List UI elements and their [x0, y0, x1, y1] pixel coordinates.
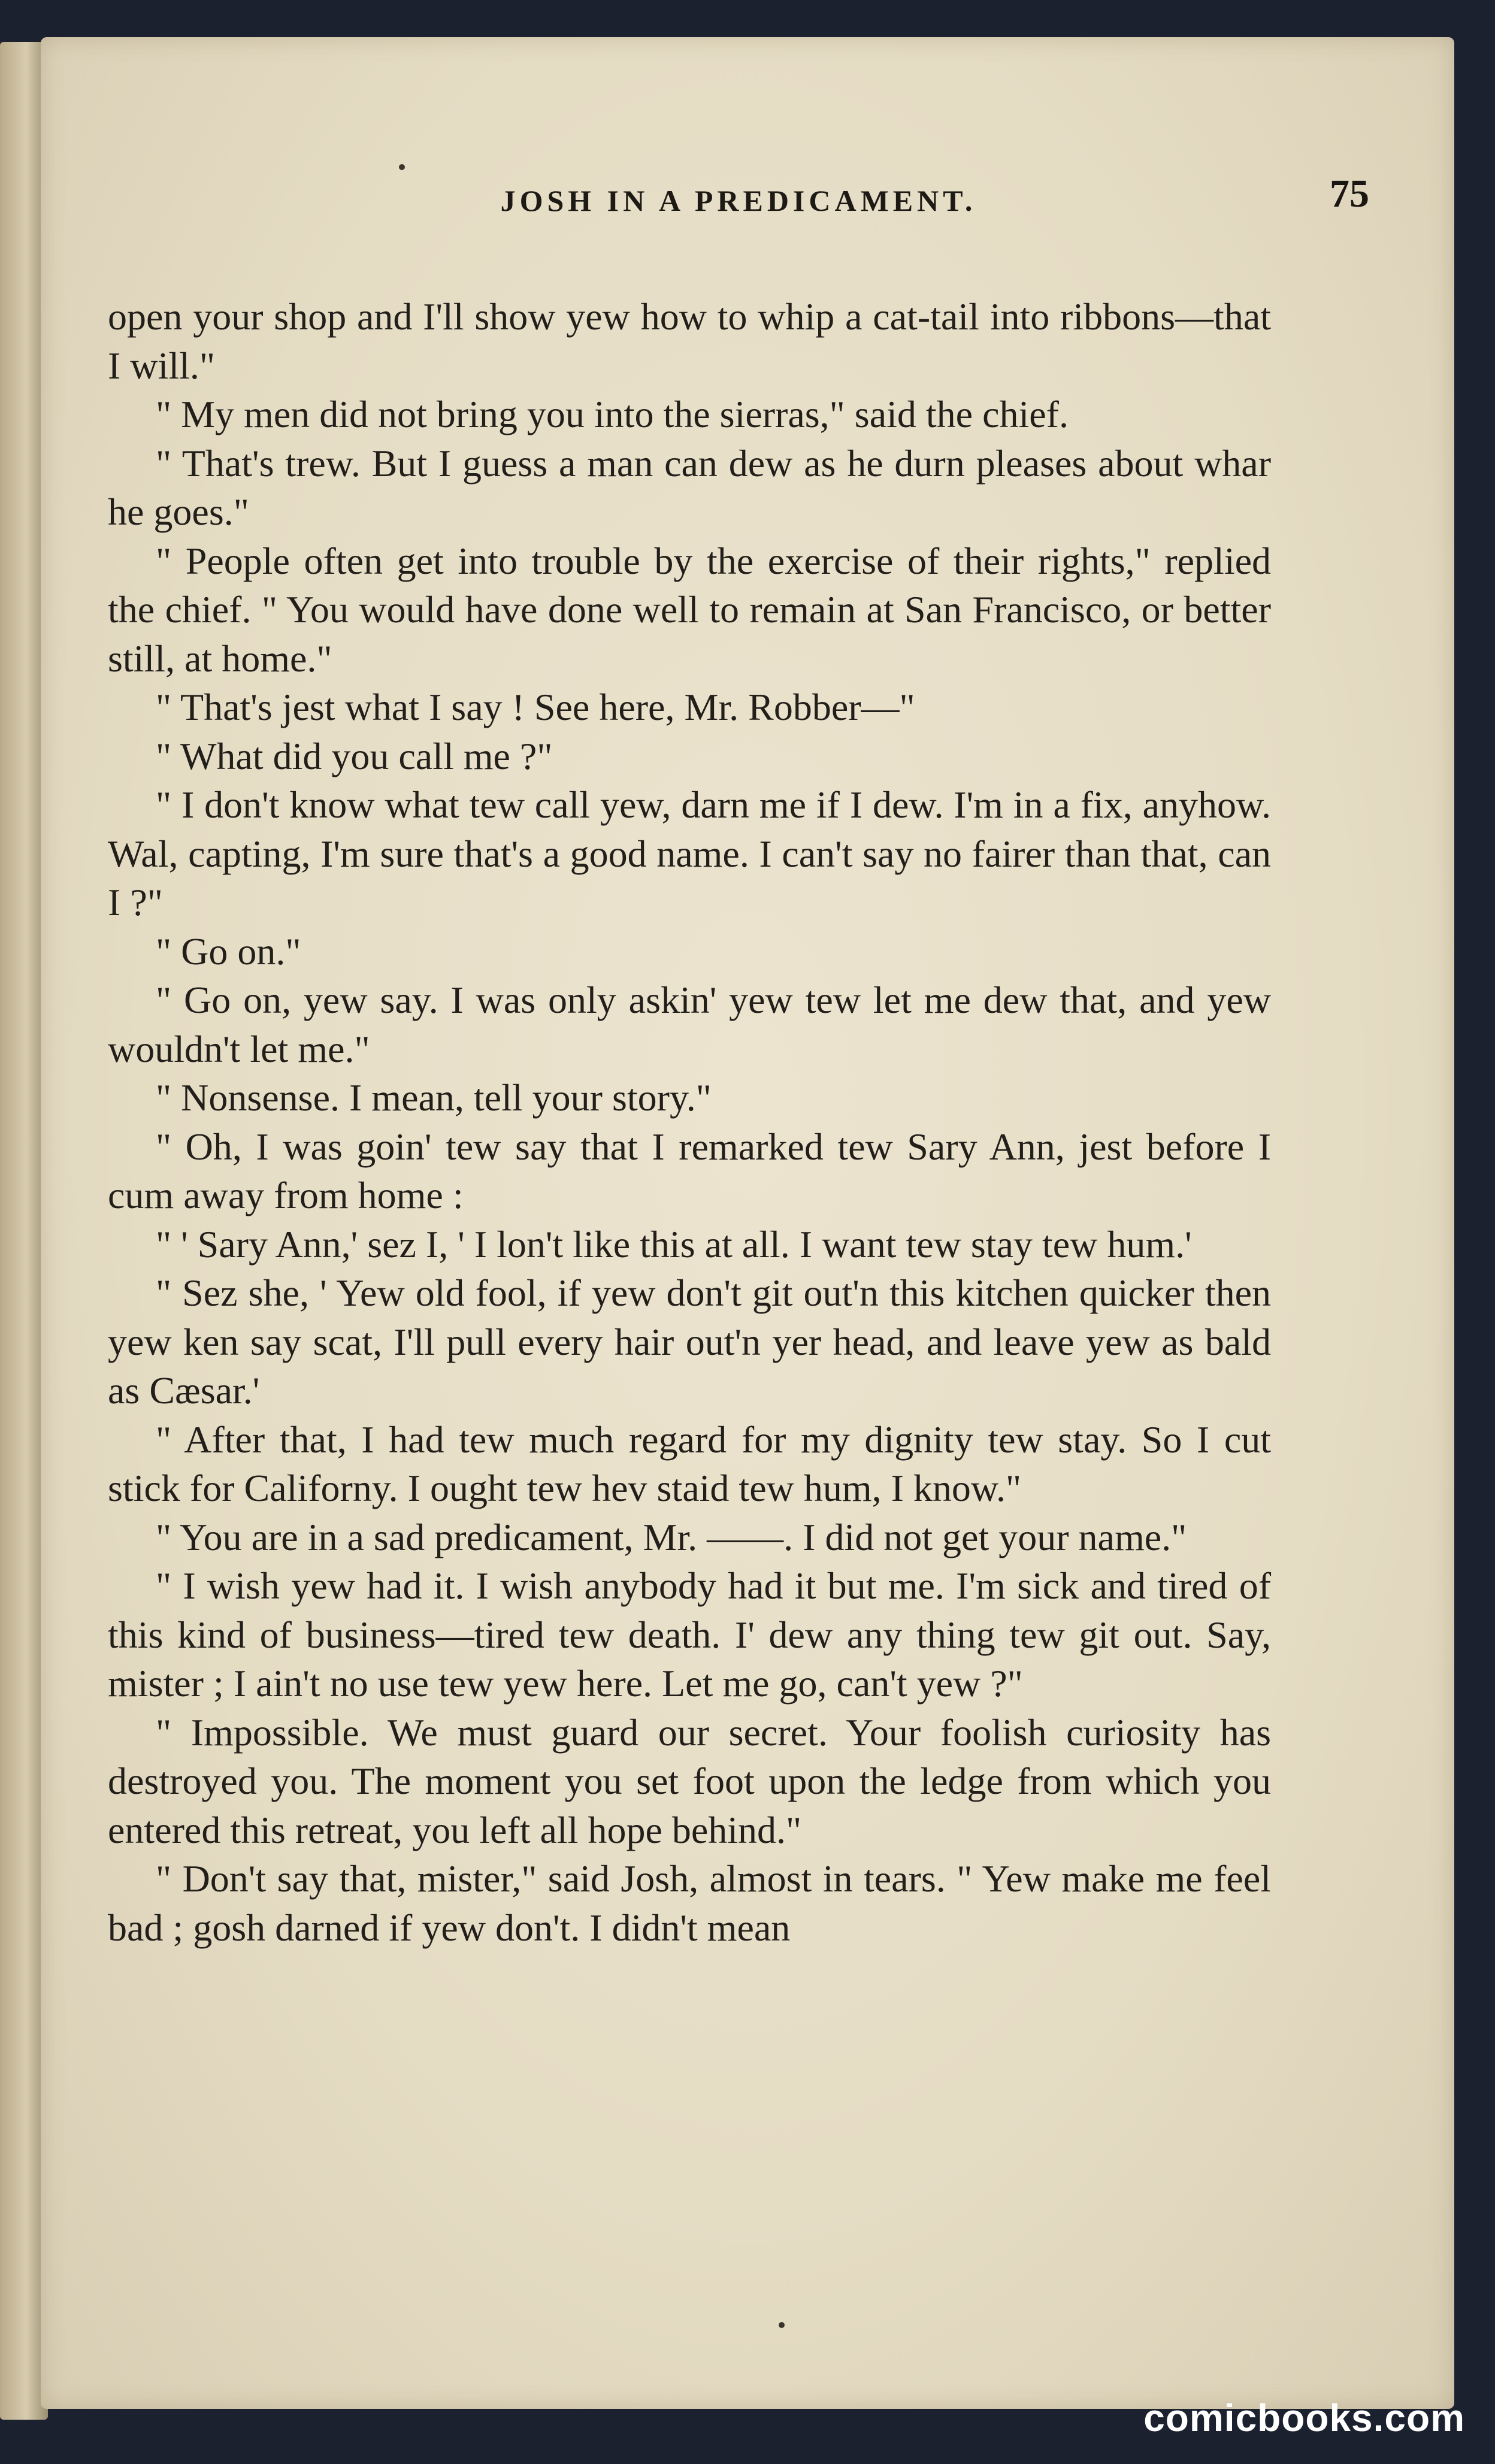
paragraph: " Don't say that, mister," said Josh, almost in tears. " Yew make me feel bad ; gosh darned if yew don't. I didn't mean	[108, 1857, 1271, 1949]
paragraph: " Go on, yew say. I was only askin' yew tew let me dew that, and yew wouldn't let me."	[108, 979, 1271, 1070]
running-head: JOSH IN A PREDICAMENT.	[500, 184, 977, 217]
paragraph: " What did you call me ?"	[156, 734, 553, 777]
paragraph: " People often get into trouble by the exercise of their rights," replied the chief. " You would have done well to remain at San Francisco, or better still, at home."	[108, 539, 1271, 680]
body-text	[108, 292, 1271, 1952]
paragraph: " That's jest what I say ! See here, Mr. Robber—"	[156, 686, 915, 728]
paragraph: " After that, I had tew much regard for my dignity tew stay. So I cut stick for Californy. I ought tew hev staid tew hum, I know."	[108, 1418, 1271, 1509]
paragraph: " Nonsense. I mean, tell your story."	[156, 1076, 712, 1119]
paragraph: " I wish yew had it. I wish anybody had it but me. I'm sick and tired of this kind of business—tired tew death. I' dew any thing tew git out. Say, mister ; I ain't no use tew yew here. Let me go, can't yew ?"	[108, 1564, 1271, 1705]
paragraph: " Sez she, ' Yew old fool, if yew don't git out'n this kitchen quicker then yew ken say scat, I'll pull every hair out'n yer head, and leave yew as bald as Cæsar.'	[108, 1272, 1271, 1412]
paragraph: " You are in a sad predicament, Mr. ——. I did not get your name."	[156, 1515, 1187, 1558]
paragraph: " ' Sary Ann,' sez I, ' I lon't like this at all. I want tew stay tew hum.'	[156, 1222, 1192, 1266]
paragraph: " Go on."	[156, 930, 301, 973]
paragraph: " Impossible. We must guard our secret. Your foolish curiosity has destroyed you. The moment you set foot upon the ledge from which you entered this retreat, you left all hope behind."	[108, 1711, 1271, 1851]
site-watermark: comicbooks.com	[1143, 2396, 1465, 2439]
paragraph: " My men did not bring you into the sierras," said the chief.	[156, 393, 1069, 435]
paragraph: open your shop and I'll show yew how to whip a cat-tail into ribbons—that I will."	[108, 295, 1271, 387]
paragraph: " I don't know what tew call yew, darn me if I dew. I'm in a fix, anyhow. Wal, capting, I'm sure that's a good name. I can't say no fairer than that, can I ?"	[108, 783, 1271, 924]
page-number: 75	[1330, 172, 1369, 216]
print-speck	[779, 2322, 785, 2328]
paragraph: " Oh, I was goin' tew say that I remarked tew Sary Ann, jest before I cum away from home :	[108, 1125, 1271, 1216]
paragraph: " That's trew. But I guess a man can dew as he durn pleases about whar he goes."	[108, 441, 1271, 533]
page-header	[108, 167, 1369, 226]
